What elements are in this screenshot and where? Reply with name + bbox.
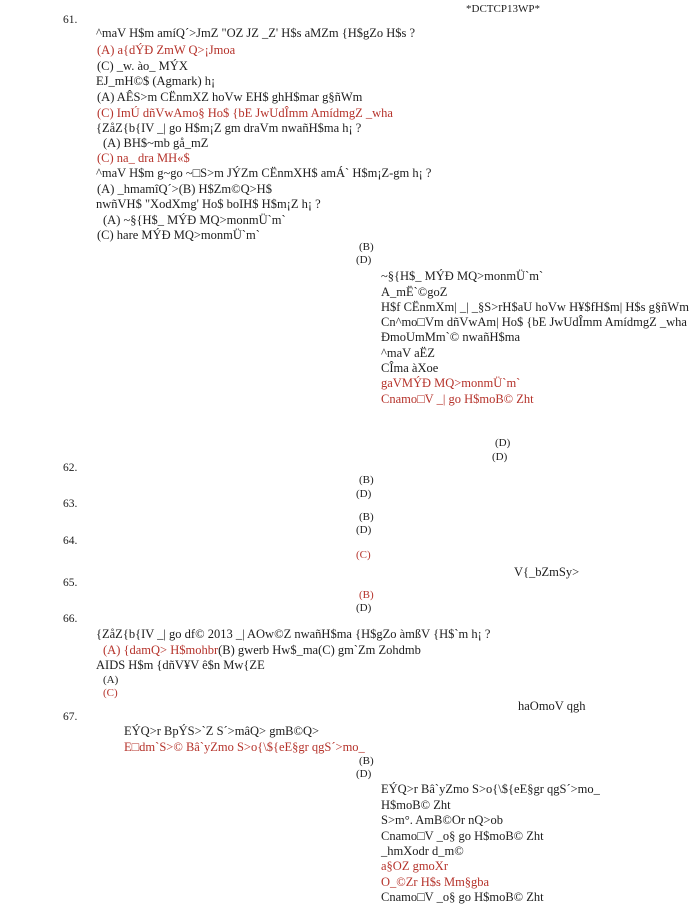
- option-b-marker: (B): [359, 474, 374, 486]
- right-option-8: Cnamo□V _o§ go H$moB© Zht: [381, 890, 544, 904]
- subquestion-agmark: EJ_mH©$ (Agmark) h¡: [96, 74, 216, 88]
- right-option-3: H$f CËnmXm| _| _§S>rH$aU hoVw H¥$fH$m| H$s g§ñWm: [381, 300, 689, 314]
- right-option-6: ^maV aËZ: [381, 346, 435, 360]
- option-a-text: (A) {damQ> H$mohbr: [103, 643, 219, 657]
- option-c-marker: (C): [103, 687, 118, 699]
- question-61-text: ^maV H$m amíQ´>JmZ "OZ JZ _Z' H$s aMZm {H$gZo H$s ?: [96, 26, 416, 40]
- option-b-marker: (B): [359, 511, 374, 523]
- right-option-2: H$moB© Zht: [381, 798, 451, 812]
- question-number-67: 67.: [63, 711, 78, 723]
- question-66-options: [103, 644, 421, 657]
- right-option-2: A_mË`©goZ: [381, 285, 448, 299]
- question-61-option-a: (A) a{dÝÐ ZmW Q>¡Jmoa: [97, 43, 236, 57]
- right-option-5: ÐmoUmMm`© nwañH$ma: [381, 330, 520, 344]
- option-a-marker: (A): [103, 674, 119, 686]
- subquestion-sugarcane-option-a: [97, 183, 272, 196]
- option-b-marker: (B): [359, 589, 374, 601]
- right-option-9: Cnamo□V _| go H$moB© Zht: [381, 392, 534, 406]
- option-b-text: (B) H$Zm©Q>H$: [178, 182, 272, 196]
- question-number-64: 64.: [63, 535, 78, 547]
- right-option-7: CÎma àXoe: [381, 361, 439, 375]
- option-d-marker: (D): [356, 602, 372, 614]
- question-number-61: 61.: [63, 14, 78, 26]
- right-option-7: O_©Zr H$s Mm§gba: [381, 875, 490, 889]
- aids-question: AIDS H$m {dñV¥V ê$n Mw{ZE: [96, 658, 265, 672]
- option-a-text: (A) _hmamîQ´>: [97, 182, 179, 196]
- subquestion-award-option-c: (C) na_ dra MH«$: [97, 151, 190, 165]
- question-61-option-c: (C) _w. ào_ MÝX: [97, 59, 188, 73]
- question-number-62: 62.: [63, 462, 78, 474]
- option-b-text: (B) gwerb Hw$_ma(C) gm`Zm Zohdmb: [218, 643, 421, 657]
- right-option-4: Cn^mo□Vm dñVwAm| Ho$ {bE JwUdÎmm AmídmgZ _wha: [381, 315, 687, 329]
- subquestion-devdas: nwñVH$ "XodXmg' Ho$ boIH$ H$m¡Z h¡ ?: [96, 197, 321, 211]
- document-code: *DCTCP13WP*: [466, 3, 540, 15]
- right-option-5: _hmXodr d_m©: [381, 844, 464, 858]
- option-d-marker: (D): [356, 254, 372, 266]
- question-66-answer: haOmoV qgh: [518, 699, 586, 713]
- option-b-marker: (B): [359, 755, 374, 767]
- question-number-65: 65.: [63, 577, 78, 589]
- option-c-marker: (C): [356, 549, 371, 561]
- option-d-marker: (D): [492, 451, 508, 463]
- subquestion-agmark-option-c: (C) ImÚ dñVwAmo§ Ho$ {bE JwUdÎmm AmídmgZ _wha: [97, 106, 393, 120]
- subquestion-devdas-option-c: (C) hare MÝÐ MQ>monmÜ`m`: [97, 228, 260, 242]
- right-option-1: ~§{H$_ MÝÐ MQ>monmÜ`m`: [381, 269, 544, 283]
- right-option-4: Cnamo□V _o§ go H$moB© Zht: [381, 829, 544, 843]
- subquestion-agmark-option-a: (A) AÊS>m CËnmXZ hoVw EH$ ghH$mar g§ñWm: [97, 90, 363, 104]
- option-d-marker: (D): [356, 524, 372, 536]
- option-d-marker: (D): [356, 488, 372, 500]
- option-d-marker: (D): [356, 768, 372, 780]
- subquestion-devdas-option-a: (A) ~§{H$_ MÝÐ MQ>monmÜ`m`: [103, 213, 286, 227]
- right-option-1: EÝQ>r Bâ`yZmo S>o{\${eE§gr qgS´>mo_: [381, 782, 600, 796]
- question-number-66: 66.: [63, 613, 78, 625]
- question-66-text: {ZåZ{b{IV _| go df© 2013 _| AOw©Z nwañH$ma {H$gZo àmßV {H$`m h¡ ?: [96, 627, 491, 641]
- subquestion-sugarcane: ^maV H$m g~go ~□S>m JÝZm CËnmXH$ amÁ` H$m¡Z-gm h¡ ?: [96, 166, 432, 180]
- question-64-answer: V{_bZmSy>: [514, 565, 580, 579]
- option-d-marker: (D): [495, 437, 511, 449]
- right-option-8: gaVMÝÐ MQ>monmÜ`m`: [381, 376, 521, 390]
- subquestion-award-option-a: (A) BH$~mb gå_mZ: [103, 136, 209, 150]
- option-b-marker: (B): [359, 241, 374, 253]
- question-67-line-2: E□dm`S>© Bâ`yZmo S>o{\${eE§gr qgS´>mo_: [124, 740, 365, 754]
- right-option-6: a§OZ gmoXr: [381, 859, 448, 873]
- question-number-63: 63.: [63, 498, 78, 510]
- question-67-line-1: EÝQ>r BpÝS>`Z S´>mâQ> gmB©Q>: [124, 724, 320, 738]
- right-option-3: S>m°. AmB©Or nQ>ob: [381, 813, 504, 827]
- subquestion-award: {ZåZ{b{IV _| go H$m¡Z gm draVm nwañH$ma h¡ ?: [96, 121, 362, 135]
